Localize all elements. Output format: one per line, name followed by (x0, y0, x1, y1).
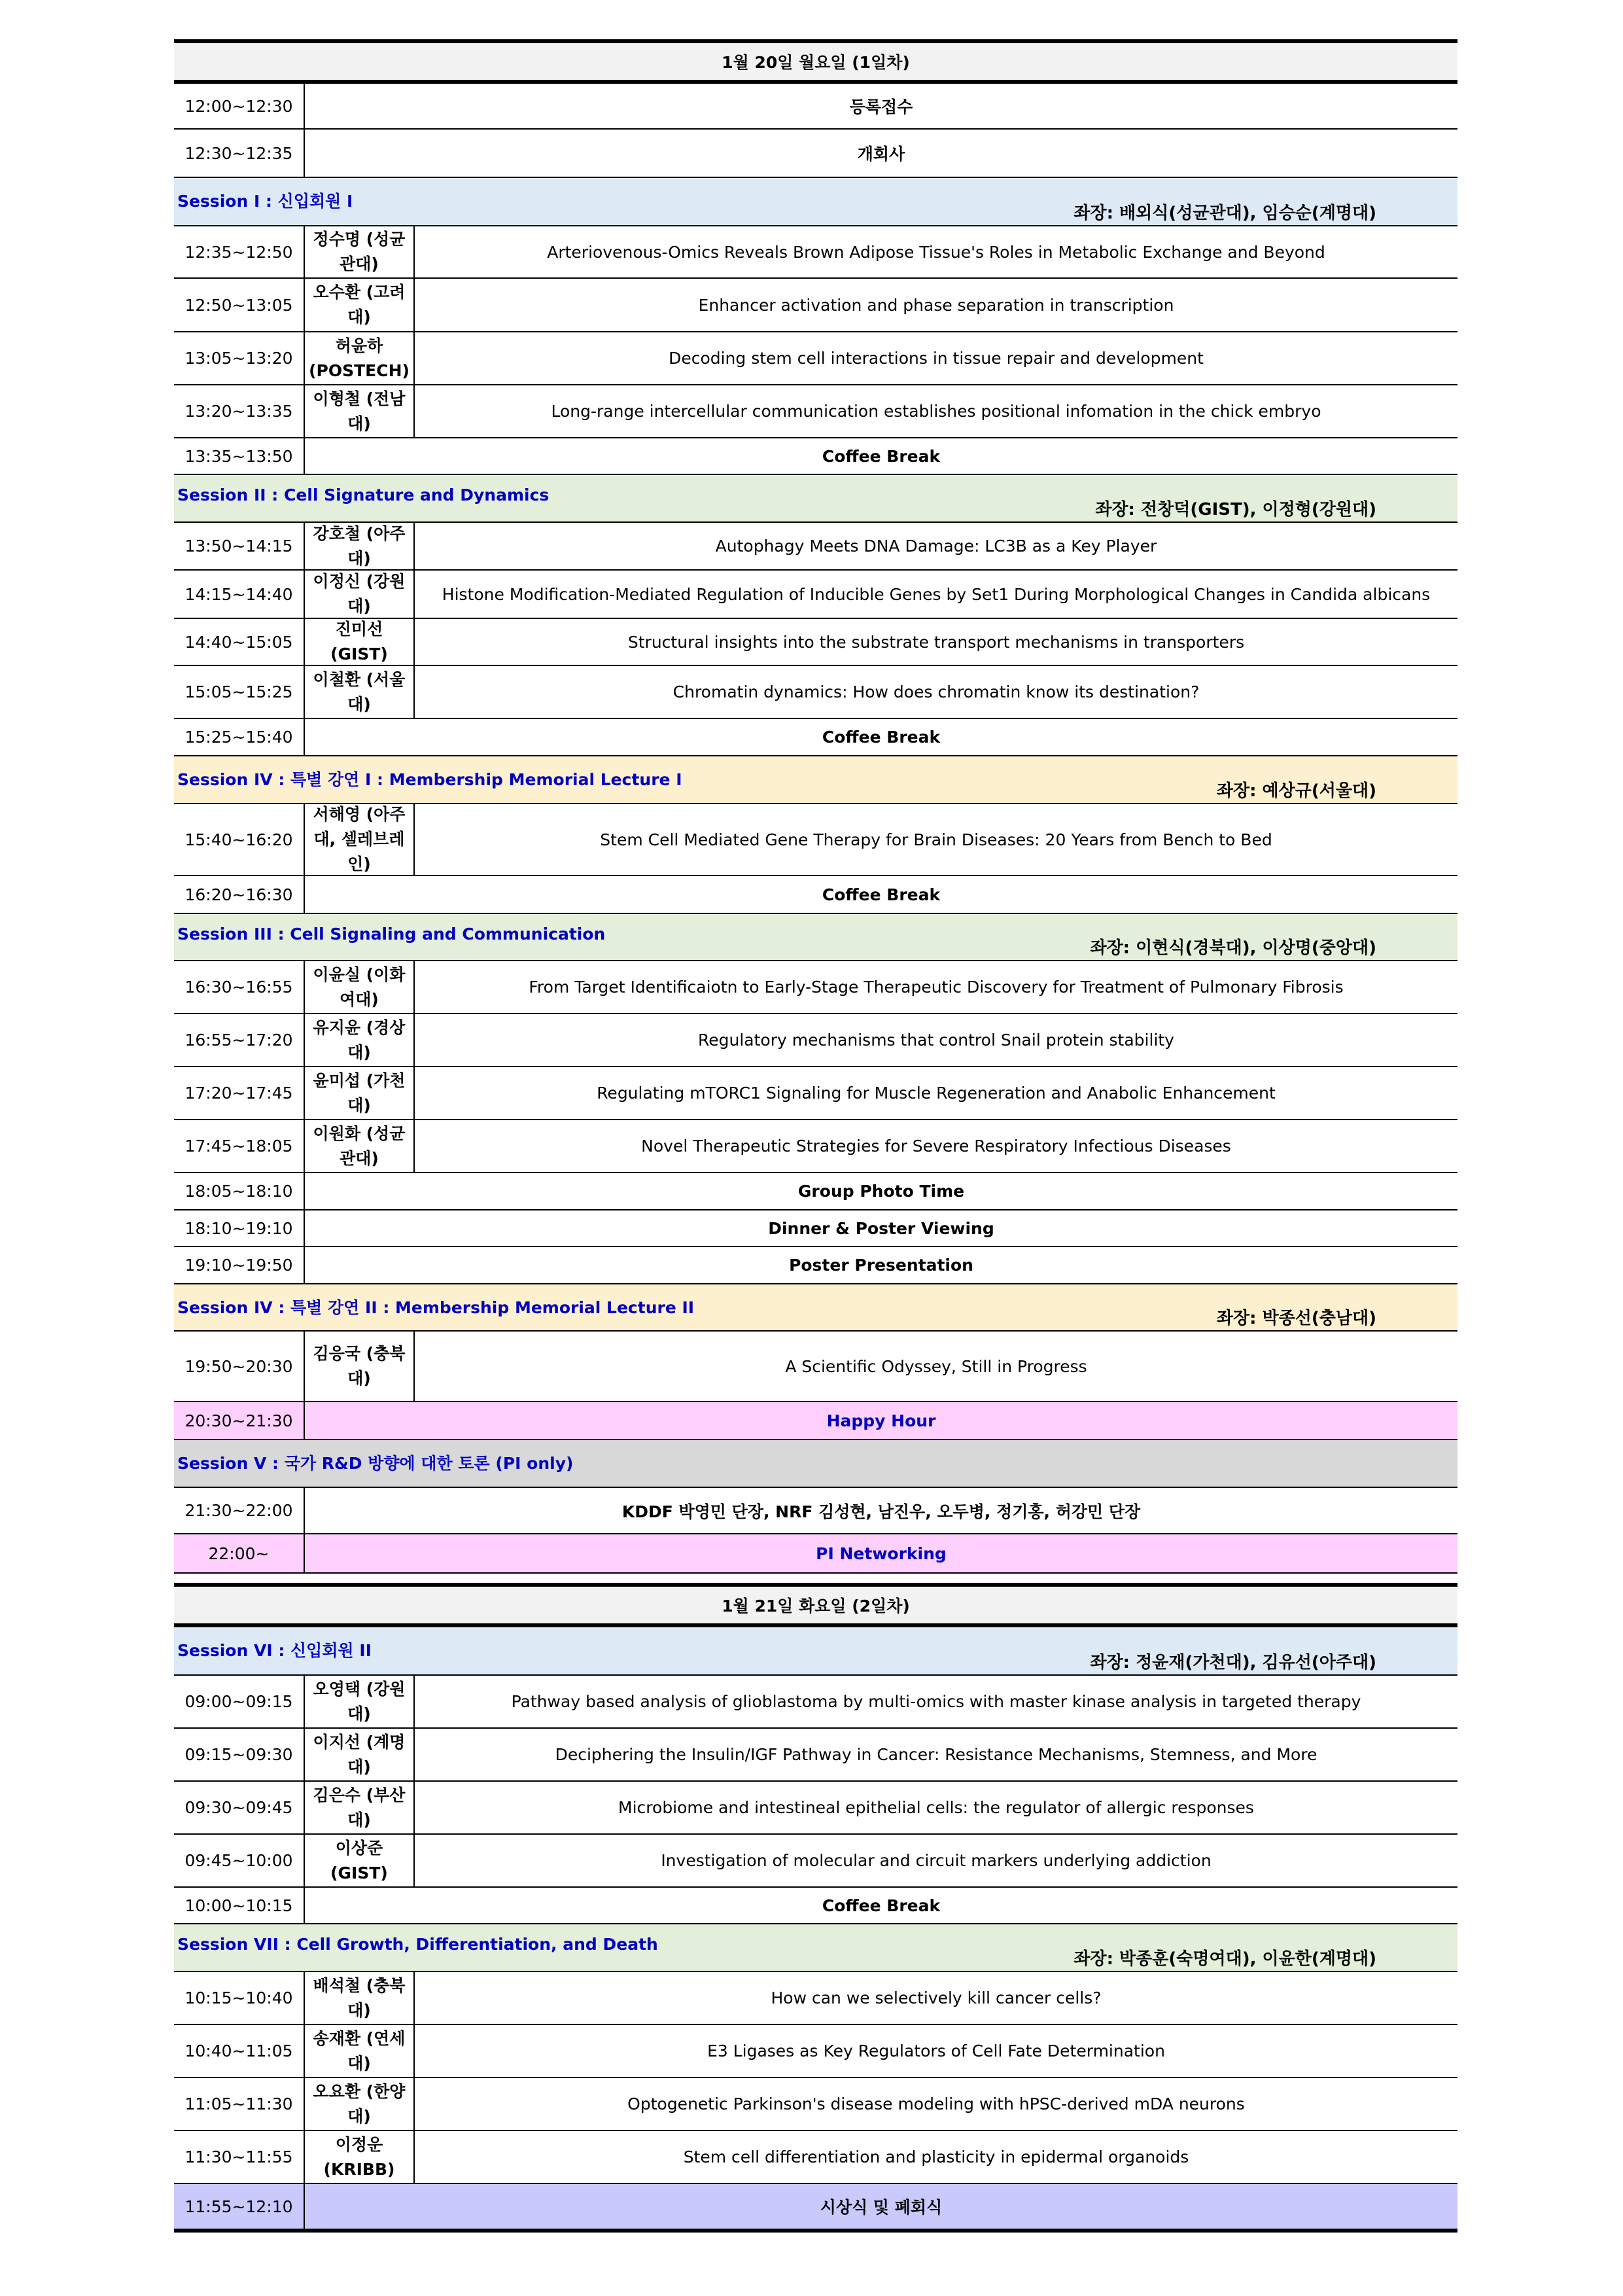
break-label: Coffee Break (822, 728, 941, 747)
schedule-row (174, 84, 1457, 130)
talk-title: Enhancer activation and phase separation in transcription (698, 295, 1174, 315)
time-cell: 14:40~15:05 (174, 619, 305, 665)
time-cell: 16:20~16:30 (174, 876, 305, 913)
speaker-cell: 이형철 (전남대) (305, 385, 415, 437)
speaker-cell: 이원화 (성균관대) (305, 1120, 415, 1172)
session-chair: 좌장: 전창덕(GIST), 이정형(강원대) (1095, 500, 1376, 520)
break-row (174, 1888, 1457, 1924)
talk-title: Decoding stem cell interactions in tissue repair and development (669, 349, 1204, 368)
talk-title: Optogenetic Parkinson's disease modeling with hPSC-derived mDA neurons (627, 2094, 1245, 2113)
time-cell: 15:05~15:25 (174, 666, 305, 718)
speaker-cell: 유지윤 (경상대) (305, 1014, 415, 1066)
time-cell: 18:05~18:10 (174, 1173, 305, 1209)
session-chair: 좌장: 예상규(서울대) (1216, 781, 1376, 801)
session-name: Session VI : 신입회원 II (177, 1641, 372, 1660)
talk-row (174, 2025, 1457, 2078)
talk-title: Arteriovenous-Omics Reveals Brown Adipose Tissue's Roles in Metabolic Exchange and Beyond (547, 242, 1325, 262)
time-cell: 15:40~16:20 (174, 804, 305, 875)
time-cell: 09:00~09:15 (174, 1676, 305, 1727)
break-label: Coffee Break (822, 885, 941, 904)
speaker-cell: 이정신 (강원대) (305, 571, 415, 618)
networking-row (174, 1534, 1457, 1574)
day1-header: 1월 20일 월요일 (1일차) (174, 39, 1457, 84)
event-label: KDDF 박영민 단장, NRF 김성현, 남진우, 오두병, 정기홍, 허강민 단장 (621, 1502, 1141, 1521)
time-cell: 09:45~10:00 (174, 1835, 305, 1886)
talk-row (174, 1676, 1457, 1729)
talk-row (174, 1067, 1457, 1120)
time-cell: 09:30~09:45 (174, 1782, 305, 1833)
talk-title: A Scientific Odyssey, Still in Progress (785, 1356, 1087, 1376)
talk-row (174, 1332, 1457, 1402)
event-label: Poster Presentation (789, 1256, 973, 1275)
time-cell: 16:30~16:55 (174, 961, 305, 1013)
speaker-cell: 이철환 (서울대) (305, 666, 415, 718)
event-label: Dinner & Poster Viewing (768, 1218, 994, 1238)
time-cell: 17:20~17:45 (174, 1067, 305, 1119)
talk-row (174, 1014, 1457, 1067)
session-name: Session II : Cell Signature and Dynamics (177, 486, 550, 504)
speaker-cell: 이정운 (KRIBB) (305, 2131, 415, 2183)
time-cell: 19:50~20:30 (174, 1332, 305, 1401)
speaker-cell: 이상준 (GIST) (305, 1835, 415, 1886)
break-label: Coffee Break (822, 1896, 941, 1915)
schedule-row (174, 1488, 1457, 1534)
event-label: Group Photo Time (797, 1182, 965, 1201)
talk-row (174, 1835, 1457, 1888)
speaker-cell: 정수명 (성균관대) (305, 226, 415, 277)
speaker-cell: 오수환 (고려대) (305, 279, 415, 331)
session-chair: 좌장: 박종훈(숙명여대), 이윤한(계명대) (1073, 1949, 1376, 1969)
session-chair: 좌장: 정윤재(가천대), 김유선(아주대) (1090, 1653, 1376, 1672)
time-cell: 12:35~12:50 (174, 226, 305, 277)
talk-row (174, 1972, 1457, 2025)
break-row (174, 876, 1457, 914)
schedule-row (174, 1247, 1457, 1284)
session-name: Session V : 국가 R&D 방향에 대한 토론 (PI only) (177, 1454, 574, 1473)
talk-row (174, 332, 1457, 385)
speaker-cell: 진미선 (GIST) (305, 619, 415, 665)
talk-row (174, 619, 1457, 666)
session-name: Session IV : 특별 강연 II : Membership Memorial Lecture II (177, 1298, 695, 1317)
talk-row (174, 279, 1457, 332)
talk-title: Structural insights into the substrate transport mechanisms in transporters (627, 632, 1245, 652)
program-schedule (174, 39, 1457, 2233)
talk-title: Microbiome and intestineal epithelial cells: the regulator of allergic responses (618, 1798, 1254, 1817)
talk-title: Deciphering the Insulin/IGF Pathway in Cancer: Resistance Mechanisms, Stemness, and More (555, 1745, 1318, 1764)
talk-title: Stem Cell Mediated Gene Therapy for Brain Diseases: 20 Years from Bench to Bed (600, 830, 1272, 849)
time-cell: 11:55~12:10 (174, 2184, 305, 2229)
speaker-cell: 오영택 (강원대) (305, 1676, 415, 1727)
time-cell: 12:50~13:05 (174, 279, 305, 331)
event-label: Happy Hour (305, 1402, 1457, 1439)
session-header (174, 1440, 1457, 1488)
time-cell: 11:05~11:30 (174, 2078, 305, 2130)
talk-row (174, 2131, 1457, 2184)
talk-row (174, 961, 1457, 1014)
talk-title: Autophagy Meets DNA Damage: LC3B as a Key Player (715, 537, 1157, 556)
session-name: Session IV : 특별 강연 I : Membership Memorial Lecture I (177, 770, 682, 789)
session-name: Session VII : Cell Growth, Differentiation, and Death (177, 1935, 658, 1954)
talk-title: E3 Ligases as Key Regulators of Cell Fate Determination (707, 2041, 1165, 2060)
speaker-cell: 이윤실 (이화여대) (305, 961, 415, 1013)
schedule-row (174, 130, 1457, 178)
event-label: 개회사 (857, 145, 905, 164)
session-header (174, 1924, 1457, 1972)
session-chair: 좌장: 배외식(성균관대), 임승순(계명대) (1073, 203, 1376, 223)
time-cell: 13:05~13:20 (174, 332, 305, 384)
session-header (174, 178, 1457, 226)
time-cell: 14:15~14:40 (174, 571, 305, 618)
time-cell: 11:30~11:55 (174, 2131, 305, 2183)
schedule-row (174, 1173, 1457, 1210)
talk-row (174, 226, 1457, 279)
talk-row (174, 571, 1457, 619)
session-chair: 좌장: 박종선(충남대) (1216, 1309, 1376, 1328)
break-row (174, 438, 1457, 475)
time-cell: 17:45~18:05 (174, 1120, 305, 1172)
speaker-cell: 허윤하 (POSTECH) (305, 332, 415, 384)
talk-title: Pathway based analysis of glioblastoma by multi-omics with master kinase analysis in targeted therapy (511, 1692, 1361, 1711)
talk-row (174, 1782, 1457, 1835)
happy-hour-row (174, 1402, 1457, 1440)
speaker-cell: 오요환 (한양대) (305, 2078, 415, 2130)
session-header (174, 756, 1457, 804)
time-cell: 09:15~09:30 (174, 1729, 305, 1780)
talk-row (174, 1729, 1457, 1782)
session-chair: 좌장: 이현식(경북대), 이상명(중앙대) (1090, 938, 1376, 958)
speaker-cell: 이지선 (계명대) (305, 1729, 415, 1780)
event-label: 등록접수 (849, 97, 913, 116)
time-cell: 13:20~13:35 (174, 385, 305, 437)
talk-row (174, 385, 1457, 438)
time-cell: 10:40~11:05 (174, 2025, 305, 2077)
time-cell: 15:25~15:40 (174, 719, 305, 755)
time-cell: 10:15~10:40 (174, 1972, 305, 2024)
talk-title: Investigation of molecular and circuit markers underlying addiction (661, 1851, 1212, 1870)
event-label: PI Networking (305, 1534, 1457, 1572)
talk-row (174, 523, 1457, 571)
time-cell: 13:35~13:50 (174, 438, 305, 474)
talk-row (174, 666, 1457, 719)
time-cell: 16:55~17:20 (174, 1014, 305, 1066)
break-label: Coffee Break (822, 446, 941, 466)
time-cell: 22:00~ (174, 1534, 305, 1572)
time-cell: 12:30~12:35 (174, 130, 305, 177)
talk-title: Stem cell differentiation and plasticity in epidermal organoids (683, 2147, 1189, 2166)
closing-row (174, 2184, 1457, 2233)
talk-row (174, 2078, 1457, 2131)
talk-title: Novel Therapeutic Strategies for Severe Respiratory Infectious Diseases (641, 1137, 1231, 1156)
session-header (174, 914, 1457, 961)
session-header (174, 475, 1457, 523)
schedule-row (174, 1210, 1457, 1247)
session-header (174, 1284, 1457, 1332)
session-header (174, 1627, 1457, 1676)
talk-row (174, 804, 1457, 876)
speaker-cell: 강호철 (아주대) (305, 523, 415, 569)
talk-title: Regulatory mechanisms that control Snail protein stability (698, 1031, 1174, 1050)
day2-header: 1월 21일 화요일 (2일차) (174, 1583, 1457, 1627)
speaker-cell: 김은수 (부산대) (305, 1782, 415, 1833)
time-cell: 12:00~12:30 (174, 84, 305, 128)
talk-title: Chromatin dynamics: How does chromatin know its destination? (672, 682, 1200, 701)
talk-title: Regulating mTORC1 Signaling for Muscle Regeneration and Anabolic Enhancement (597, 1084, 1276, 1103)
talk-title: How can we selectively kill cancer cells? (771, 1988, 1102, 2007)
talk-title: From Target Identificaiotn to Early-Stage Therapeutic Discovery for Treatment of Pulmonary Fibrosis (529, 978, 1344, 997)
session-name: Session III : Cell Signaling and Communication (177, 925, 606, 944)
time-cell: 10:00~10:15 (174, 1888, 305, 1923)
talk-title: Histone Modification-Mediated Regulation of Inducible Genes by Set1 During Morphological Changes in Candida albicans (442, 584, 1431, 604)
session-name: Session I : 신입회원 I (177, 192, 353, 211)
break-row (174, 719, 1457, 756)
time-cell: 19:10~19:50 (174, 1247, 305, 1283)
speaker-cell: 김응국 (충북대) (305, 1332, 415, 1401)
event-label: 시상식 및 폐회식 (305, 2184, 1457, 2229)
talk-row (174, 1120, 1457, 1173)
talk-title: Long-range intercellular communication establishes positional infomation in the chick embryo (551, 402, 1321, 421)
speaker-cell: 송재환 (연세대) (305, 2025, 415, 2077)
speaker-cell: 서해영 (아주대, 셀레브레인) (305, 804, 415, 875)
speaker-cell: 배석철 (충북대) (305, 1972, 415, 2024)
time-cell: 18:10~19:10 (174, 1210, 305, 1246)
time-cell: 21:30~22:00 (174, 1488, 305, 1533)
time-cell: 13:50~14:15 (174, 523, 305, 569)
speaker-cell: 윤미섭 (가천대) (305, 1067, 415, 1119)
time-cell: 20:30~21:30 (174, 1402, 305, 1439)
